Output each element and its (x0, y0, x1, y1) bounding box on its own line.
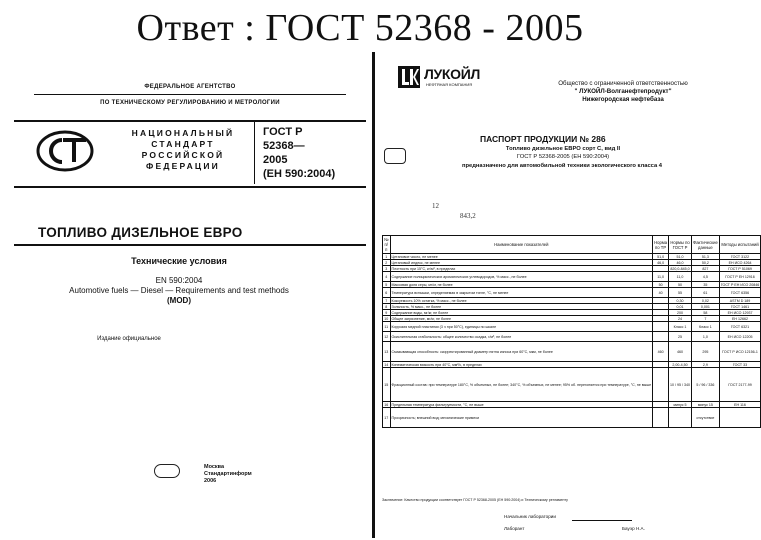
row-indicator: Общее загрязнение, мг/кг, не более (390, 316, 653, 322)
national-standard-line: РОССИЙСКОЙ (141, 150, 225, 160)
footer-year: 2006 (204, 478, 217, 484)
row-norm-gost: 11,0 (669, 272, 692, 282)
quality-table (382, 235, 761, 428)
row-norm-gost: 50 (669, 282, 692, 288)
row-method (719, 408, 760, 428)
footer-publisher: Стандартинформ (204, 471, 252, 477)
row-method: ЕН ИСО 12205 (719, 332, 760, 342)
col-header-num: № п/п (384, 237, 389, 252)
row-norm-gost: минус 5 (669, 402, 692, 408)
standard-title-page (14, 62, 366, 538)
row-method: ГОСТ Р ЕН 12916 (719, 272, 760, 282)
passport-title: ПАСПОРТ ПРОДУКЦИИ № 286 (480, 134, 606, 144)
row-indicator: Прозрачность; внешний вид; механические примеси (390, 408, 653, 428)
row-norm-gost (669, 408, 692, 428)
row-method: ЕН ИСО 12937 (719, 310, 760, 316)
standard-subtitle: Технические условия (131, 256, 227, 266)
row-indicator: Кинематическая вязкость при 40°С, мм²/с, в пределах (390, 362, 653, 368)
col-header-gost: Нормы по ГОСТ Р (669, 236, 692, 254)
row-norm-tr (653, 368, 669, 402)
row-norm-gost: Класс 1 (669, 322, 692, 332)
row-norm-gost: 24 (669, 316, 692, 322)
standard-number-line: ГОСТ Р (263, 126, 303, 138)
row-method: ГОСТ 1461 (719, 304, 760, 310)
row-method: ГОСТ Р ЕН ИСО 20846 (720, 282, 760, 287)
passport-product: Топливо дизельное ЕВРО сорт С, вид II (505, 146, 621, 152)
table-row (383, 332, 761, 342)
row-actual: отсутствие (692, 408, 720, 428)
brand-subtitle: НЕФТЯНАЯ КОМПАНИЯ (426, 82, 473, 87)
row-method: ГОСТ 2177-99 (719, 368, 760, 402)
row-norm-tr: 50 (653, 282, 669, 288)
table-row (383, 342, 761, 362)
row-number: 5 (383, 282, 391, 288)
row-actual: 7 (692, 316, 720, 322)
standard-title: ТОПЛИВО ДИЗЕЛЬНОЕ ЕВРО (38, 225, 243, 240)
row-actual: 51,3 (692, 254, 720, 260)
official-edition: Издание официальное (97, 336, 161, 342)
sign-label: Лаборант (504, 526, 525, 531)
row-norm-gost: 0,01 (669, 304, 692, 310)
row-actual: 35 (692, 282, 720, 288)
row-norm-gost: 25 (669, 332, 692, 342)
row-actual: 4,5 (692, 272, 720, 282)
row-norm-tr: 46,0 (653, 260, 669, 266)
company-line-1: Общество с ограниченной ответственностью (558, 80, 688, 87)
row-number: 10 (384, 316, 389, 321)
row-norm-tr (653, 408, 669, 428)
table-header-row (383, 236, 761, 254)
lukoil-logo-icon (398, 66, 420, 88)
row-indicator: Содержание воды, мг/кг, не более (390, 310, 653, 316)
national-standard-line: НАЦИОНАЛЬНЫЙ (131, 128, 235, 138)
company-line-3: Нижегородская нефтебаза (582, 96, 664, 103)
row-indicator: Фракционный состав: при температуре 180°С, % объемных, не более; 340°С, % объемных, не менее; 95% об. перегоняется при температуре, °С, не выше (390, 368, 653, 402)
row-method: ГОСТ 33 (719, 362, 760, 368)
standartinform-logo-icon (154, 464, 180, 478)
agency-line-1: ФЕДЕРАЛЬНОЕ АГЕНТСТВО (144, 84, 236, 90)
row-norm-gost: 46,0 (669, 260, 692, 266)
header-divider-bottom (14, 186, 366, 188)
table-row (383, 288, 761, 298)
standard-number-line: 2005 (263, 154, 288, 166)
company-line-2: " ЛУКОЙЛ-Волганефтепродукт" (574, 88, 672, 95)
row-method: ГОСТ 3122 (719, 254, 760, 260)
table-row (383, 322, 761, 332)
row-number: 7 (383, 298, 391, 304)
row-number: 13 (383, 342, 391, 362)
table-row (383, 408, 761, 428)
tank-field (384, 202, 439, 210)
row-method: ГОСТ Р 51069 (719, 266, 760, 272)
agency-divider (34, 94, 346, 95)
row-number: 4 (383, 272, 391, 282)
row-norm-gost: 820,0-845,0 (670, 266, 690, 271)
product-passport (372, 52, 760, 538)
row-number: 9 (383, 310, 391, 316)
row-indicator: Смазывающая способность: скорректированный диаметр пятна износа при 60°С, мкм, не более (390, 342, 653, 362)
row-method: ГОСТ Р ИСО 12156-1 (719, 342, 760, 362)
row-number: 16 (384, 402, 389, 407)
row-actual: 0,02 (692, 298, 720, 304)
title-divider (14, 244, 366, 246)
row-actual: 0,001 (692, 304, 720, 310)
row-number: 14 (384, 362, 389, 367)
row-number: 17 (383, 408, 391, 428)
row-number: 15 (383, 368, 391, 402)
footer-city: Москва (204, 464, 225, 470)
row-method: ASTM D 189 (719, 298, 760, 304)
row-norm-tr: 460 (653, 342, 669, 362)
row-actual: 61 (692, 288, 720, 298)
col-header-method: Методы испытаний (719, 236, 760, 254)
row-actual: 827 (692, 266, 720, 272)
standard-en-reference: EN 590:2004 (155, 276, 203, 285)
col-header-tr: Норма по ТР (653, 236, 669, 254)
row-norm-gost: 0,30 (669, 298, 692, 304)
row-norm-gost: 2,00-4,50 (669, 362, 692, 368)
row-actual: 50,2 (692, 260, 720, 266)
row-number: 3 (383, 266, 391, 272)
row-method: ГОСТ 6356 (719, 288, 760, 298)
scan-edge (372, 52, 375, 538)
standard-mod: (MOD) (167, 296, 191, 305)
row-norm-gost: 200 (669, 310, 692, 316)
row-norm-gost: 51,0 (669, 254, 692, 260)
row-method: ЕН 12662 (719, 316, 760, 322)
row-indicator: Содержание полициклических ароматических углеводородов, % масс., не более (390, 272, 653, 282)
gost-r-logo-icon (36, 130, 94, 172)
signature-line (572, 520, 632, 521)
tank-number: 12 (432, 202, 439, 210)
row-actual: Класс 1 (692, 322, 720, 332)
table-row (383, 368, 761, 402)
row-norm-tr (653, 332, 669, 342)
row-indicator: Коррозия медной пластинки (3 ч при 50°С), единицы по шкале (390, 322, 653, 332)
row-norm-gost: 10 / 95 / 340 (669, 368, 692, 402)
row-norm-tr: 40 (653, 288, 669, 298)
row-indicator: Предельная температура фильтруемости, °С, не выше (390, 402, 653, 408)
row-indicator: Цетановый индекс, не менее (390, 260, 653, 266)
row-number: 12 (383, 332, 391, 342)
signer-name: Бауэр Н.А. (622, 526, 645, 531)
row-actual: 58 (692, 310, 720, 316)
row-number: 2 (383, 260, 391, 266)
row-method: ГОСТ 6321 (719, 322, 760, 332)
brand-name: ЛУКОЙЛ (424, 66, 481, 82)
standard-en-title: Automotive fuels — Diesel — Requirements and test methods (69, 286, 289, 295)
row-actual: 295 (692, 342, 720, 362)
row-indicator: Окислительная стабильность: общее количество осадка, г/м³, не более (390, 332, 653, 342)
quality-table-body (383, 254, 761, 428)
row-number: 11 (383, 322, 391, 332)
row-indicator: Температура вспышки, определяемая в закрытом тигле, °С, не менее (390, 288, 653, 298)
col-header-actual: Фактические данные (692, 236, 720, 254)
national-standard-line: ФЕДЕРАЦИИ (146, 161, 220, 171)
passport-conclusion: Заключение: Качество продукции соответствует ГОСТ Р 52368-2005 (ЕН 590:2004) и Техническому регламенту (382, 498, 568, 502)
row-indicator: Коксуемость 10% остатка, % масс., не более (390, 298, 653, 304)
row-norm-gost: 55 (669, 288, 692, 298)
standard-number-box (254, 122, 354, 184)
row-norm-tr (653, 322, 669, 332)
row-indicator: Плотность при 15°С, кг/м³, в пределах (390, 266, 653, 272)
passport-gost: ГОСТ Р 52368-2005 (ЕН 590:2004) (516, 154, 610, 160)
row-actual: 2,9 (692, 362, 720, 368)
row-number: 1 (383, 254, 391, 260)
row-norm-tr: 51,0 (653, 254, 669, 260)
row-indicator: Массовая доля серы, мг/кг, не более (390, 282, 653, 288)
national-standard-line: СТАНДАРТ (151, 139, 215, 149)
row-norm-gost: 460 (669, 342, 692, 362)
row-number: 6 (383, 288, 391, 298)
row-method: ЕН ИСО 4264 (719, 260, 760, 266)
row-number: 8 (383, 304, 391, 310)
certification-mark-icon (384, 148, 406, 164)
standard-number-line: (ЕН 590:2004) (263, 168, 336, 180)
slide-title: Ответ : ГОСТ 52368 - 2005 (136, 7, 584, 49)
col-header-name: Наименование показателей (390, 236, 653, 254)
signer-role: Начальник лаборатории (504, 514, 556, 519)
mass-value: 843,2 (460, 212, 476, 220)
row-method: ЕН 116 (719, 402, 760, 408)
national-standard-label (128, 128, 238, 172)
passport-purpose: предназначено для автомобильной техники экологического класса 4 (461, 163, 663, 169)
row-actual: 1,0 (692, 332, 720, 342)
agency-line-2: ПО ТЕХНИЧЕСКОМУ РЕГУЛИРОВАНИЮ И МЕТРОЛОГИИ (100, 100, 280, 106)
standard-number-line: 52368— (263, 140, 305, 152)
table-row (383, 272, 761, 282)
row-norm-tr: 11,0 (653, 272, 669, 282)
row-actual: минус 15 (692, 402, 720, 408)
row-actual: 5 / 96 / 336 (692, 368, 720, 402)
mass-field (384, 212, 476, 220)
row-indicator: Цетановое число, не менее (390, 254, 653, 260)
row-indicator: Зольность, % масс., не более (390, 304, 653, 310)
